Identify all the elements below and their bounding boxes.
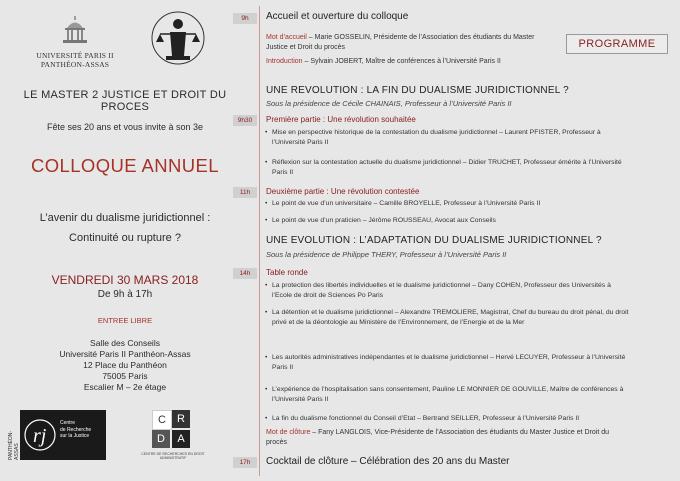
table-ronde-item-2: • La détention et le dualisme juridictionnel – Alexandre TREMOLIERE, Magistrat, Chef du bureau du droit pénal, du droit privé et de la déontologie au Ministère de l’Environnement, de l’Energie et de la Mer xyxy=(272,308,632,327)
master-title: LE MASTER 2 JUSTICE ET DROIT DU PROCES xyxy=(23,89,227,113)
entree-libre: ENTREE LIBRE xyxy=(97,316,153,325)
time-9h: 9h xyxy=(233,13,257,24)
time-11h: 11h xyxy=(233,187,257,198)
crda-letter-d: D xyxy=(152,430,170,448)
s1-mot xyxy=(266,33,536,52)
subtitle-line-1: L’avenir du dualisme juridictionnel : xyxy=(39,212,211,224)
colloque-subtitle xyxy=(6,208,244,248)
part2-item-2: • Le point de vue d’un praticien – Jérôme ROUSSEAU, Avocat aux Conseils xyxy=(272,216,632,226)
crj-side-label: PANTHÉON-ASSAS xyxy=(8,430,20,460)
part1-item-1: • Mise en perspective historique de la contestation du dualisme juridictionnel – Laurent PFISTER, Professeur à l’Université Paris II xyxy=(272,128,632,147)
s1-intro-text: – Sylvain JOBERT, Maître de conférences à l’Université Paris II xyxy=(302,58,501,65)
crj-monogram-icon xyxy=(23,412,57,458)
crda-logo xyxy=(141,410,208,468)
subtitle-line-2: Continuité ou rupture ? xyxy=(69,232,181,244)
part1-item-2: • Réflexion sur la contestation actuelle du dualisme juridictionnel – Didier TRUCHET, Professeur émérite à l’Université Paris II xyxy=(272,158,632,177)
event-date: VENDREDI 30 MARS 2018 xyxy=(51,273,199,287)
revolution-title: UNE REVOLUTION : LA FIN DU DUALISME JURIDICTIONNEL ? xyxy=(266,85,569,96)
crj-text-1: Centre xyxy=(60,420,76,426)
part2-item-1: • Le point de vue d’un universitaire – Camille BROYELLE, Professeur à l’Université Paris II xyxy=(272,199,632,209)
university-name: UNIVERSITÉ PARIS II xyxy=(36,51,114,60)
venue-block xyxy=(6,338,244,393)
venue-street: 12 Place du Panthéon xyxy=(83,360,167,370)
table-ronde-item-3: • Les autorités administratives indépendantes et le dualisme juridictionnel – Hervé LECUYER, Professeur à l’Université Paris II xyxy=(272,353,632,372)
timeline-line xyxy=(259,6,260,476)
part1-title: Première partie : Une révolution souhaitée xyxy=(266,115,416,124)
venue-institution: Université Paris II Panthéon-Assas xyxy=(59,349,191,359)
table-ronde-item-4: • L’expérience de l’hospitalisation sans consentement, Pauline LE MONNIER DE GOUVILLE, Maître de conférences à l’Université Paris II xyxy=(272,385,632,404)
closing-text: – Fany LANGLOIS, Vice-Présidente de l’Association des étudiants du Master Justice et Droit du procès xyxy=(266,429,610,446)
crda-letter-a: A xyxy=(172,430,190,448)
part2-title: Deuxième partie : Une révolution contestée xyxy=(266,187,420,196)
university-subname: PANTHÉON-ASSAS xyxy=(40,60,110,69)
s1-mot-label: Mot d’accueil xyxy=(266,34,307,41)
time-17h: 17h xyxy=(233,457,257,468)
s1-intro-label: Introduction xyxy=(266,58,303,65)
table-ronde-title: Table ronde xyxy=(266,268,308,277)
time-14h: 14h xyxy=(233,268,257,279)
evolution-title: UNE EVOLUTION : L’ADAPTATION DU DUALISME JURIDICTIONNEL ? xyxy=(266,235,602,246)
s1-intro xyxy=(266,57,536,67)
s1-title: Accueil et ouverture du colloque xyxy=(266,11,409,22)
crj-logo xyxy=(8,410,108,462)
svg-text:rj: rj xyxy=(33,425,47,447)
crda-caption: CENTRE DE RECHERCHES EN DROIT ADMINISTRATIF xyxy=(141,452,205,460)
programme-label: PROGRAMME xyxy=(566,34,668,54)
justice-scales-icon xyxy=(150,10,206,70)
table-ronde-item-5: • La fin du dualisme fonctionnel du Conseil d’Etat – Bertrand SEILLER, Professeur à l’Université Paris II xyxy=(272,414,632,424)
revolution-sub: Sous la présidence de Cécile CHAINAIS, Professeur à l’Université Paris II xyxy=(266,99,512,108)
venue-city: 75005 Paris xyxy=(102,371,148,381)
crj-text-3: sur la Justice xyxy=(60,433,90,439)
closing-label: Mot de clôture xyxy=(266,429,311,436)
event-hours: De 9h à 17h xyxy=(97,289,153,300)
venue-access: Escalier M – 2e étage xyxy=(83,382,167,392)
table-ronde-item-1: • La protection des libertés individuelles et le dualisme juridictionnel – Dany COHEN, Professeur des Universités à l’Ecole de droit de Sciences Po Paris xyxy=(272,281,632,300)
pantheon-icon xyxy=(55,14,95,46)
crj-text-2: de Recherche xyxy=(60,426,92,433)
colloque-title: COLLOQUE ANNUEL xyxy=(31,155,219,176)
university-logo xyxy=(30,14,120,69)
closing-words xyxy=(266,428,626,447)
time-9h30: 9h30 xyxy=(233,115,257,126)
s1-mot-text: – Marie GOSSELIN, Présidente de l’Association des étudiants du Master Justice et Droit du procès xyxy=(266,34,535,51)
evolution-sub: Sous la présidence de Philippe THERY, Professeur à l’Université Paris II xyxy=(266,250,507,259)
justice-logo xyxy=(148,10,208,75)
invite-text: Fête ses 20 ans et vous invite à son 3e xyxy=(46,122,204,132)
crda-letter-r: R xyxy=(172,410,190,428)
cocktail-title: Cocktail de clôture – Célébration des 20 ans du Master xyxy=(266,456,510,467)
venue-room: Salle des Conseils xyxy=(90,338,160,348)
crda-letter-c: C xyxy=(152,410,172,430)
